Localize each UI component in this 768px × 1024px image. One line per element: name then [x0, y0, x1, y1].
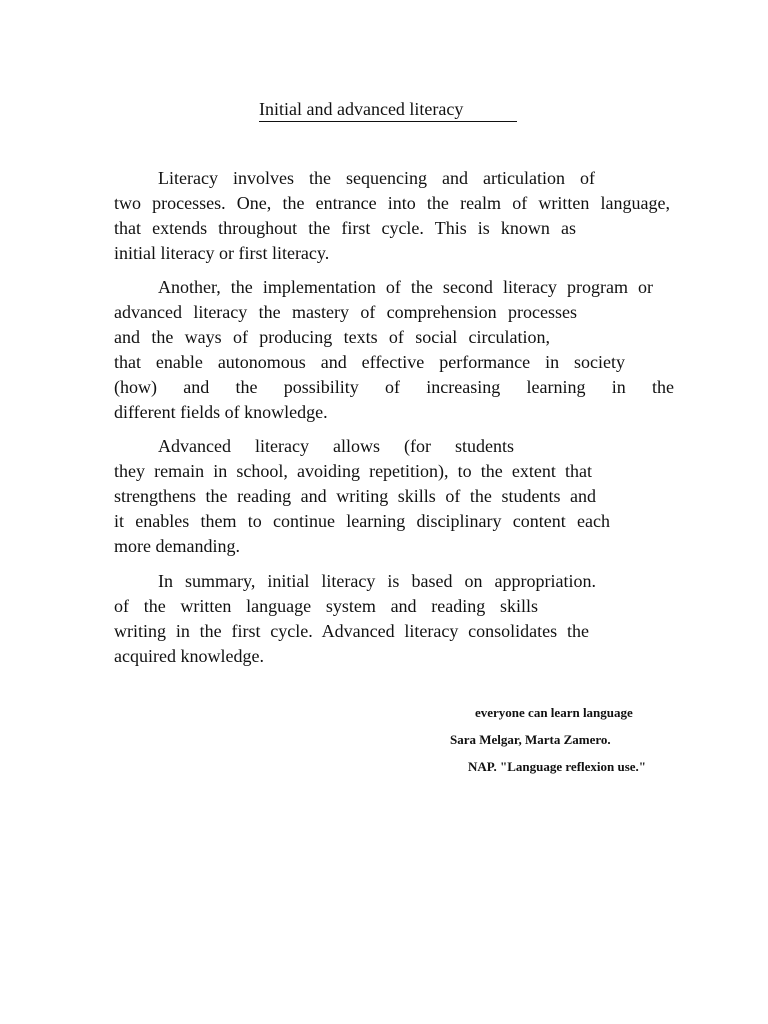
- paragraph-4-line-2: of the written language system and reading skills: [114, 596, 538, 616]
- signature-source: NAP. "Language reflexion use.": [468, 759, 647, 774]
- paragraph-3-line-4: it enables them to continue learning disciplinary content each: [114, 511, 610, 531]
- document-title: Initial and advanced literacy: [259, 97, 517, 122]
- paragraph-3-line-5: more demanding.: [114, 536, 240, 556]
- paragraph-2-line-6: different fields of knowledge.: [114, 402, 328, 422]
- paragraph-4-line-3: writing in the first cycle. Advanced literacy consolidates the: [114, 621, 589, 641]
- paragraph-1-line-1: Literacy involves the sequencing and articulation of: [158, 168, 595, 188]
- signature-authors: Sara Melgar, Marta Zamero.: [450, 732, 611, 747]
- paragraph-2-line-1: Another, the implementation of the second literacy program or: [158, 277, 653, 297]
- signature-tagline: everyone can learn language: [475, 705, 633, 720]
- paragraph-1-line-3: that extends throughout the first cycle. This is known as: [114, 218, 576, 238]
- paragraph-4-line-1: In summary, initial literacy is based on appropriation.: [158, 571, 596, 591]
- paragraph-2-line-3: and the ways of producing texts of social circulation,: [114, 327, 550, 347]
- paragraph-3-line-1: Advanced literacy allows (for students: [158, 436, 514, 456]
- paragraph-4-line-4: acquired knowledge.: [114, 646, 264, 666]
- paragraph-3-line-3: strengthens the reading and writing skills of the students and: [114, 486, 596, 506]
- paragraph-2-line-2: advanced literacy the mastery of comprehension processes: [114, 302, 577, 322]
- paragraph-1-line-4: initial literacy or first literacy.: [114, 243, 330, 263]
- paragraph-2-line-4: that enable autonomous and effective performance in society: [114, 352, 625, 372]
- paragraph-1-line-2: two processes. One, the entrance into the realm of written language,: [114, 193, 670, 213]
- paragraph-3-line-2: they remain in school, avoiding repetition), to the extent that: [114, 461, 592, 481]
- paragraph-2-line-5: (how) and the possibility of increasing learning in the: [114, 377, 674, 397]
